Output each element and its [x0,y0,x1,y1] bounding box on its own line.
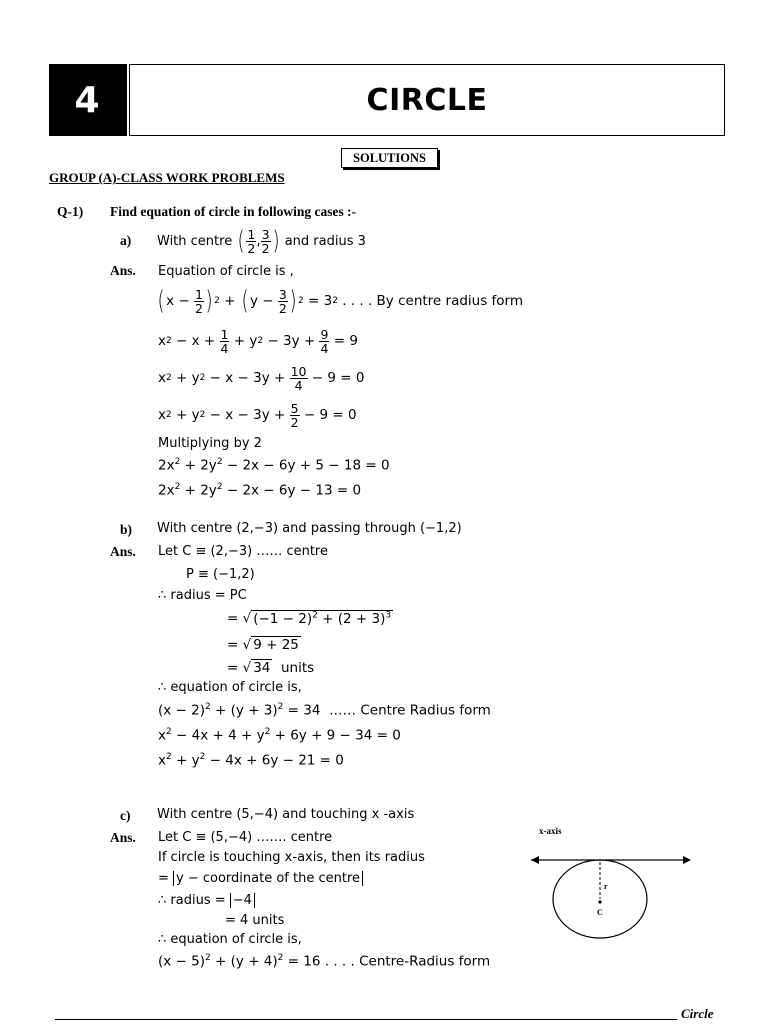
x-axis-right-arrow-icon [683,856,691,864]
part-a-label: a) [120,233,132,248]
part-c-line5: = 4 units [225,913,285,928]
part-b-line4: = √ $(-1 - 2)^2 + (2 + 3)^3$ [227,610,392,627]
part-a-line6: $2x^2 + 2y^2 - 2x - 6y + 5 - 18 = 0$ [158,457,390,474]
part-a-text-pre: With centre [157,233,233,249]
radius-label: r [604,882,608,891]
part-b-line9: $x^2 - 4x + 4 + y^2 + 6y + 9 - 34 = 0$ [158,727,401,744]
part-a-ans-label: Ans. [110,263,136,278]
part-b-line7: ∴ equation of circle is, [158,680,302,695]
part-b-line1: Let C ≡ (2,−3) …… centre [158,544,328,559]
part-a-line7: $2x^2 + 2y^2 - 2x - 6y - 13 = 0$ [158,482,362,499]
part-c-line3: = y − coordinate of the centre [158,871,363,886]
part-a-text-post: and radius 3 [284,233,366,249]
part-a-line5: x 2 + y 2 − x − 3y + $\frac{5}{2}$ − 9 = 0 [158,400,357,430]
chapter-title: CIRCLE [366,82,488,118]
part-c-line1: Let C ≡ (5,−4) ……. centre [158,830,333,845]
centre-point [598,900,601,903]
part-a-line2: ( x − $\frac{1}{2}$ ) 2 + ( y − $\frac{3}{2}$ ) 2 = 3 2 . . . . By centre radius form [157,286,524,316]
chapter-number: 4 [74,79,100,121]
group-heading: GROUP (A)-CLASS WORK PROBLEMS [49,170,285,185]
circle-tangent-diagram [525,825,695,950]
part-b-line5: = √ 9 + 25 [227,637,299,653]
centre-label: C [597,908,603,917]
part-c-question: With centre (5,−4) and touching x -axis [157,807,415,822]
part-c-label: c) [120,808,131,823]
part-c-line6: ∴ equation of circle is, [158,932,302,947]
part-a-line1: Equation of circle is , [158,264,294,279]
part-b-line10: $x^2 + y^2 - 4x + 6y - 21 = 0$ [158,752,344,769]
solutions-tag: SOLUTIONS [341,148,438,168]
part-b-label: b) [120,522,133,537]
part-b-line6: = √ 34 units [227,660,315,676]
x-axis-left-arrow-icon [531,856,539,864]
question-text: Find equation of circle in following cases :- [110,204,357,219]
part-c-line7: $(x - 5)^2 + (y + 4)^2 = 16$ . . . . Centre-Radius form [158,953,491,970]
part-a-line4: x 2 + y 2 − x − 3y + $\frac{10}{4}$ − 9 = 0 [158,363,365,393]
part-b-ans-label: Ans. [110,544,136,559]
footer-text: Circle [681,1006,714,1021]
part-b-question: With centre (2,−3) and passing through (−1,2) [157,521,462,536]
part-a-centre: ( $\frac{1}{2}$ , $\frac{3}{2}$ ) [237,226,280,256]
part-b-line3: ∴ radius = PC [158,588,247,603]
part-c-ans-label: Ans. [110,830,136,845]
part-c-line2: If circle is touching x-axis, then its radius [158,850,425,865]
part-a-question [157,224,366,258]
part-a-multiply: Multiplying by 2 [158,436,262,451]
part-a-line3: x 2 − x + $\frac{1}{4}$ + y 2 − 3y + $\frac{9}{4}$ = 9 [158,326,358,356]
question-label: Q-1) [57,204,84,219]
part-b-line8: $(x - 2)^2 + (y + 3)^2 = 34$ …… Centre Radius form [158,702,491,719]
footer-rule [55,1019,677,1020]
part-b-line2: P ≡ (−1,2) [186,567,255,582]
x-axis-label: x-axis [539,826,562,836]
part-c-line4: ∴ radius = −4 [158,893,255,908]
